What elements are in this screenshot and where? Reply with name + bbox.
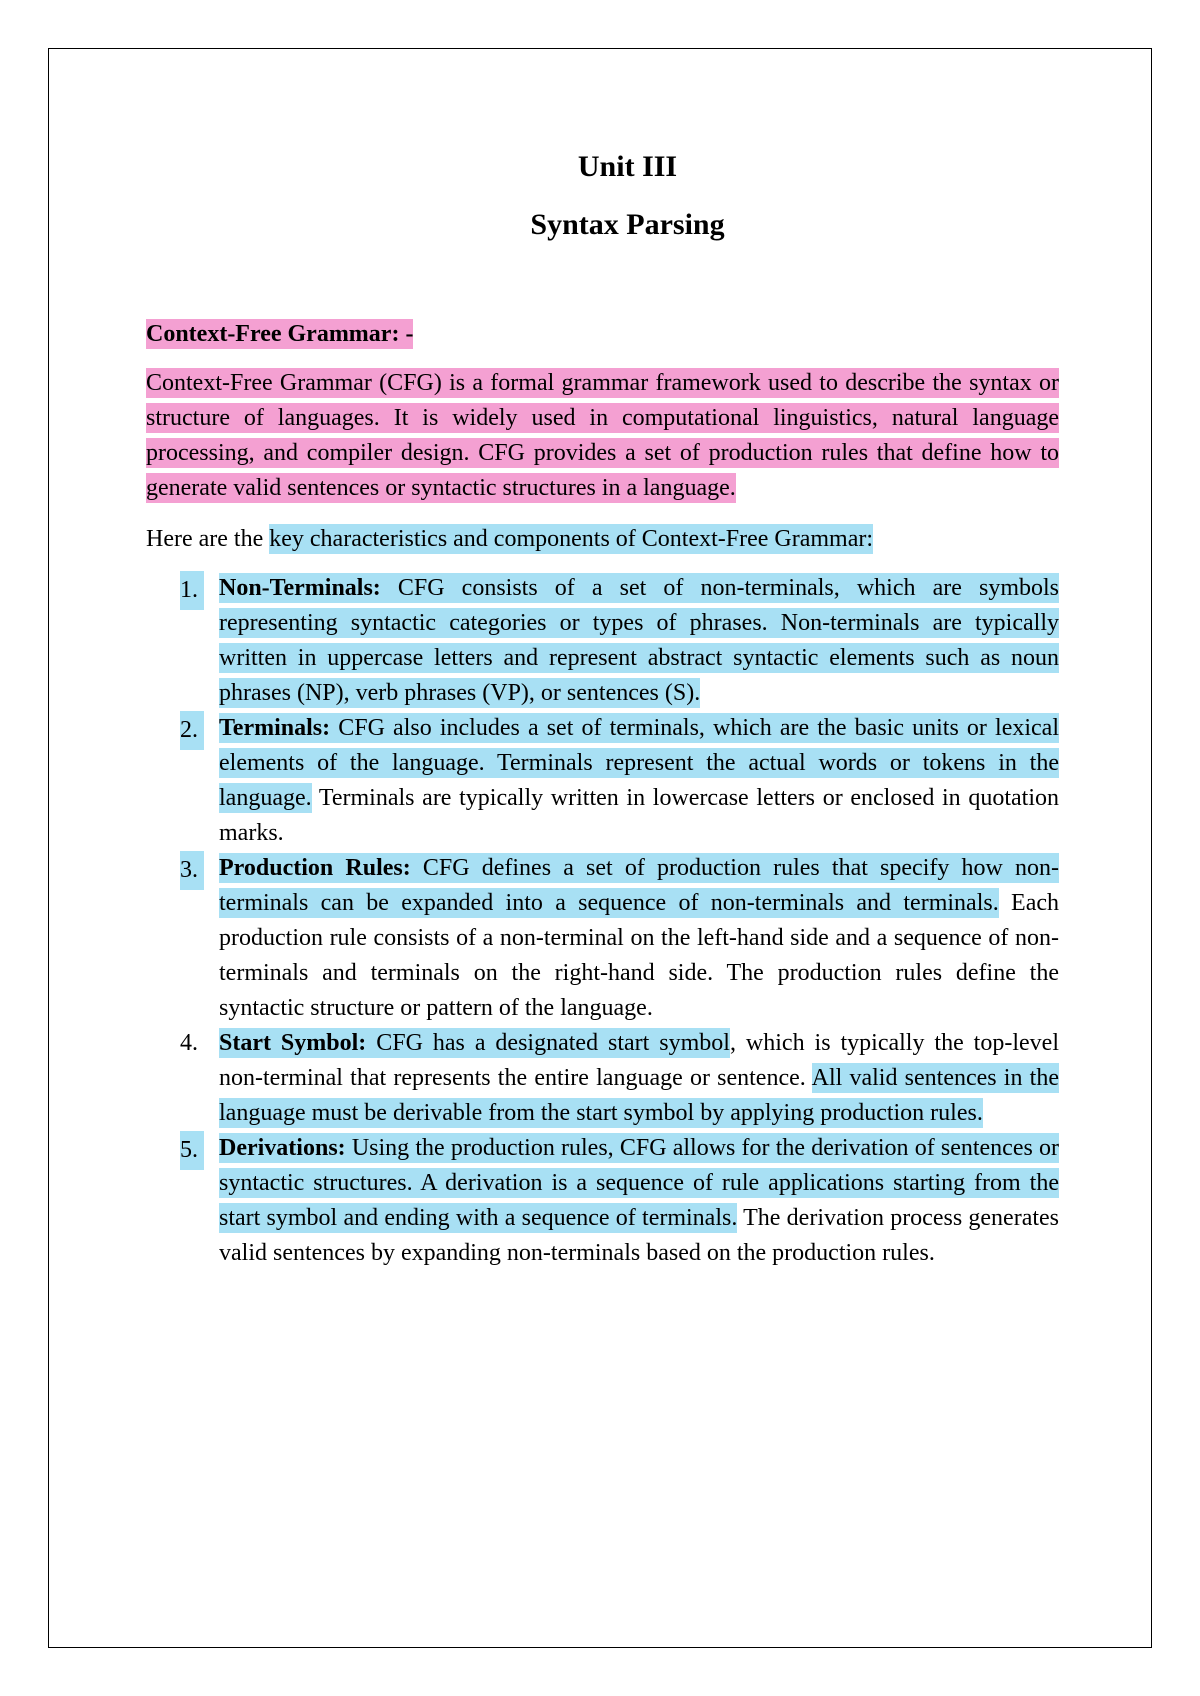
list-item-highlight-text-2: All valid sentences in the language must be derivable from the start symbol by applying production rules. bbox=[219, 1065, 1059, 1126]
title-block bbox=[146, 138, 1059, 254]
list-item-highlight bbox=[219, 853, 1059, 918]
list-item bbox=[146, 1026, 1059, 1131]
list-item-plain-text: Terminals are typically written in lowercase letters or enclosed in quotation marks. bbox=[219, 785, 1059, 846]
list-item-plain-text: , which is typically the top-level non-terminal that represents the entire language or sentence. bbox=[219, 1030, 1059, 1091]
lead-paragraph bbox=[146, 522, 1059, 557]
characteristics-list bbox=[146, 571, 1059, 1271]
list-item-highlight-text: CFG also includes a set of terminals, which are the basic units or lexical elements of the language. Terminals represent the actual words or tokens in the language. bbox=[219, 715, 1059, 811]
intro-paragraph-text: Context-Free Grammar (CFG) is a formal grammar framework used to describe the syntax or structure of languages. It is widely used in computational linguistics, natural language processing, and compiler design. CFG provides a set of production rules that define how to generate valid sentences or syntactic structures in a language. bbox=[146, 370, 1059, 501]
list-item-highlight-text: Using the production rules, CFG allows for the derivation of sentences or syntactic structures. A derivation is a sequence of rule applications starting from the start symbol and ending with a sequence of terminals. bbox=[219, 1135, 1059, 1231]
list-item bbox=[146, 571, 1059, 711]
list-item-number: 2. bbox=[180, 711, 204, 750]
list-item-highlight bbox=[219, 573, 1059, 708]
list-item-highlight-text: CFG consists of a set of non-terminals, which are symbols representing syntactic categories or types of phrases. Non-terminals are typically written in uppercase letters and represent abstract syntactic elements such as noun phrases (NP), verb phrases (VP), or sentences (S). bbox=[219, 575, 1059, 706]
section-heading-text: Context-Free Grammar: - bbox=[146, 321, 414, 347]
list-item-plain-text: Each production rule consists of a non-terminal on the left-hand side and a sequence of non-terminals and terminals on the right-hand side. The production rules define the syntactic structure or pattern of the language. bbox=[219, 890, 1059, 1021]
lead-highlight-text: key characteristics and components of Context-Free Grammar: bbox=[269, 526, 874, 552]
list-item-number: 5. bbox=[180, 1131, 204, 1170]
list-item-highlight bbox=[219, 1028, 730, 1058]
list-item bbox=[146, 711, 1059, 851]
list-item-plain-text: The derivation process generates valid sentences by expanding non-terminals based on the production rules. bbox=[219, 1205, 1060, 1266]
document-body bbox=[146, 138, 1059, 1271]
list-item-number: 4. bbox=[180, 1030, 198, 1056]
list-item-number: 3. bbox=[180, 851, 204, 890]
list-item-term: Start Symbol: bbox=[219, 1030, 367, 1056]
section-heading bbox=[146, 316, 1059, 352]
document-subtitle: Syntax Parsing bbox=[530, 208, 725, 241]
list-item-highlight-text: CFG has a designated start symbol bbox=[366, 1030, 730, 1056]
intro-paragraph bbox=[146, 366, 1059, 506]
list-item-term: Non-Terminals: bbox=[219, 575, 381, 601]
list-item-highlight-text: CFG defines a set of production rules that specify how non-terminals can be expanded into a sequence of non-terminals and terminals. bbox=[219, 855, 1059, 916]
list-item-term: Production Rules: bbox=[219, 855, 411, 881]
lead-plain-text: Here are the bbox=[146, 526, 270, 552]
document-title: Unit III bbox=[577, 150, 678, 183]
list-item bbox=[146, 1131, 1059, 1271]
list-item bbox=[146, 851, 1059, 1026]
list-item-term: Terminals: bbox=[219, 715, 331, 741]
list-item-number: 1. bbox=[180, 571, 204, 610]
list-item-term: Derivations: bbox=[219, 1135, 346, 1161]
